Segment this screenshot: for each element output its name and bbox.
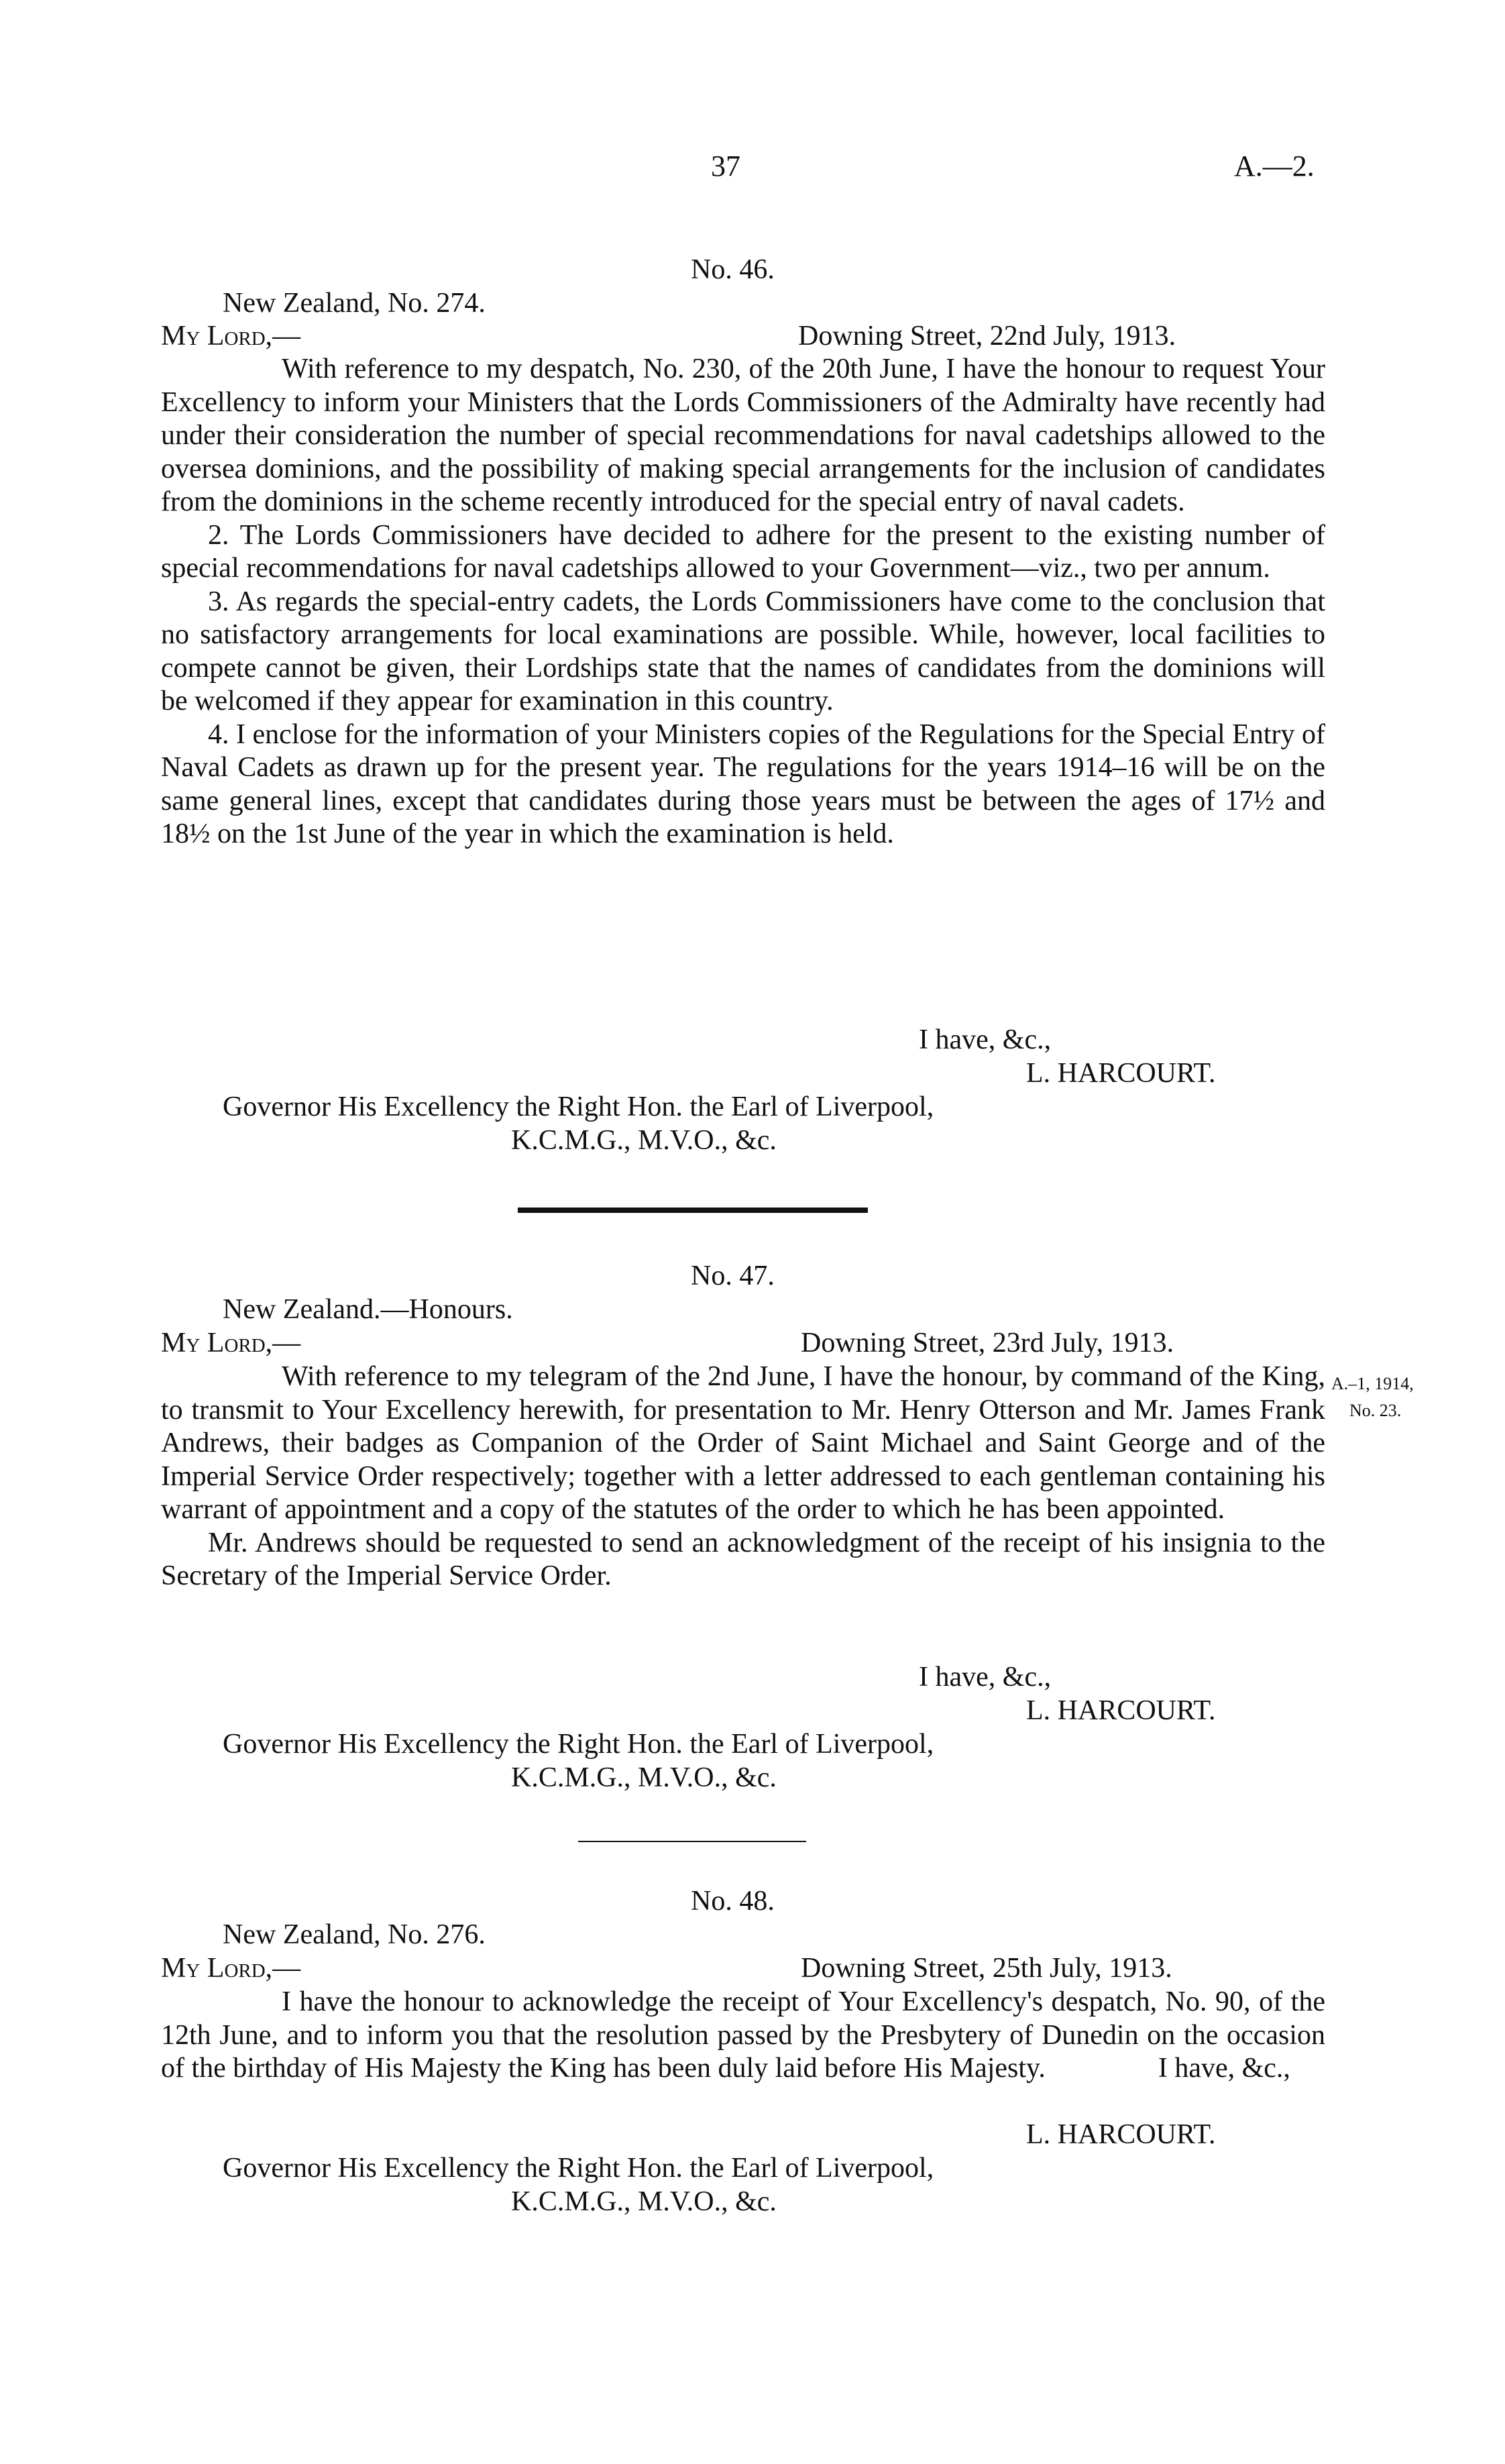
letter-47-number: No. 47. (691, 1261, 775, 1291)
letter-46-reference: New Zealand, No. 274. (223, 288, 486, 319)
letter-48-place-date: Downing Street, 25th July, 1913. (801, 1953, 1172, 1984)
letter-47-signature: L. HARCOURT. (1026, 1695, 1216, 1726)
letter-46-addressee-honours: K.C.M.G., M.V.O., &c. (511, 1125, 777, 1156)
margin-note-reference: A.–1, 1914, (1331, 1374, 1414, 1393)
letter-48-reference: New Zealand, No. 276. (223, 1919, 486, 1950)
letter-48-body (161, 1986, 1325, 2086)
letter-46-salutation: My Lord,— (161, 321, 301, 352)
letter-46-signature: L. HARCOURT. (1026, 1058, 1216, 1089)
letter-48-number: No. 48. (691, 1886, 775, 1917)
letter-48-addressee: Governor His Excellency the Right Hon. the Earl of Liverpool, (223, 2153, 934, 2184)
margin-note-number: No. 23. (1349, 1401, 1402, 1420)
section-divider-thick (518, 1208, 868, 1213)
letter-47-place-date: Downing Street, 23rd July, 1913. (801, 1328, 1174, 1358)
letter-48-signature: L. HARCOURT. (1026, 2119, 1216, 2150)
letter-47-closing: I have, &c., (919, 1662, 1052, 1693)
letter-47-paragraph-2: Mr. Andrews should be requested to send an acknowledgment of the receipt of his insignia to the Secretary of the Imperial Service Order. (161, 1527, 1325, 1591)
letter-48-paragraph-1 (161, 1986, 1325, 2086)
letter-48-paragraph-1-text: I have the honour to acknowledge the receipt of Your Excellency's despatch, No. 90, of the 12th June, and to inform you that the resolution passed by the Presbytery of Dunedin on the occasion of the birthday of His Majesty the King has been duly laid before His Majesty. (161, 1986, 1325, 2084)
paper-reference: A.—2. (1234, 150, 1315, 182)
letter-46-paragraph-2: 2. The Lords Commissioners have decided to adhere for the present to the existing number of special recommendations for naval cadetships allowed to your Government—viz., two per annum. (161, 519, 1325, 584)
letter-47-body (161, 1360, 1325, 1593)
letter-48-addressee-honours: K.C.M.G., M.V.O., &c. (511, 2186, 777, 2217)
letter-46-paragraph-3: 3. As regards the special-entry cadets, the Lords Commissioners have come to the conclusion that no satisfactory arrangements for local examinations are possible. While, however, local facilities to compete cannot be given, their Lordships state that the names of candidates from the dominions will be welcomed if they appear for examination in this country. (161, 586, 1325, 716)
letter-46-paragraph-4: 4. I enclose for the information of your Ministers copies of the Regulations for the Special Entry of Naval Cadets as drawn up for the present year. The regulations for the years 1914–16 will be on the same general lines, except that candidates during those years must be between the ages of 17½ and 18½ on the 1st June of the year in which the examination is held. (161, 718, 1325, 849)
section-divider-thin (578, 1841, 806, 1842)
letter-47-reference: New Zealand.—Honours. (223, 1294, 513, 1325)
letter-48-closing: I have, &c., (1158, 2053, 1290, 2084)
letter-46-paragraph-1: With reference to my despatch, No. 230, of the 20th June, I have the honour to request Your Excellency to inform your Ministers that the Lords Commissioners of the Admiralty have recently had under their consideration the number of special recommendations for naval cadetships allowed to the oversea dominions, and the possibility of making special arrangements for the inclusion of candidates from the dominions in the scheme recently introduced for the special entry of naval cadets. (161, 354, 1325, 517)
letter-47-paragraph-1: With reference to my telegram of the 2nd June, I have the honour, by command of the King, to transmit to Your Excellency herewith, for presentation to Mr. Henry Otterson and Mr. James Frank Andrews, their badges as Companion of the Order of Saint Michael and Saint George and of the Imperial Service Order respectively; together with a letter addressed to each gentleman containing his warrant of appointment and a copy of the statutes of the order to which he has been appointed. (161, 1361, 1325, 1525)
letter-46-body (161, 353, 1325, 851)
letter-47-addressee: Governor His Excellency the Right Hon. the Earl of Liverpool, (223, 1729, 934, 1760)
letter-47-addressee-honours: K.C.M.G., M.V.O., &c. (511, 1762, 777, 1793)
letter-46-closing: I have, &c., (919, 1024, 1052, 1055)
letter-46-place-date: Downing Street, 22nd July, 1913. (798, 321, 1176, 352)
letter-46-number: No. 46. (691, 254, 775, 285)
letter-47-salutation: My Lord,— (161, 1328, 301, 1358)
letter-46-addressee: Governor His Excellency the Right Hon. the Earl of Liverpool, (223, 1091, 934, 1122)
letter-48-salutation: My Lord,— (161, 1953, 301, 1984)
page-number: 37 (711, 150, 740, 182)
